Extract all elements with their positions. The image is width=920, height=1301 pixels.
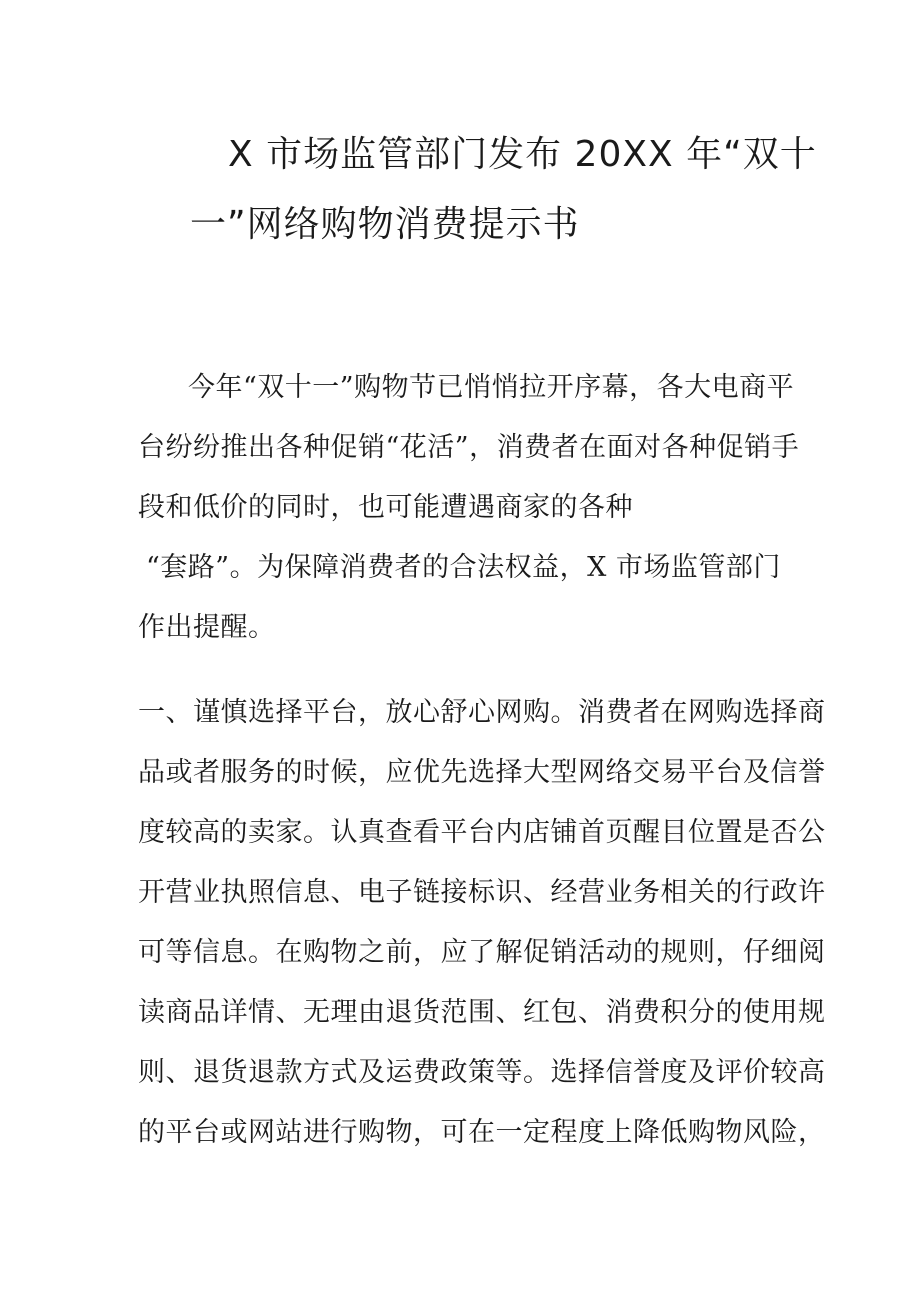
paragraph-1-line-5: 作出提醒。: [138, 612, 276, 643]
paragraph-1-line-1: 今年“双十一”购物节已悄悄拉开序幕，各大电商平: [188, 372, 795, 403]
paragraph-1-line-3: 段和低价的同时，也可能遭遇商家的各种: [138, 492, 633, 523]
paragraph-2-line-3: 度较高的卖家。认真查看平台内店铺首页醒目位置是否公: [138, 817, 826, 848]
paragraph-2-line-8: 的平台或网站进行购物，可在一定程度上降低购物风险，: [138, 1117, 826, 1148]
paragraph-2-line-4: 开营业执照信息、电子链接标识、经营业务相关的行政许: [138, 877, 826, 908]
paragraph-2-line-7: 则、退货退款方式及运费政策等。选择信誉度及评价较高: [138, 1057, 826, 1088]
paragraph-2-line-5: 可等信息。在购物之前，应了解促销活动的规则，仔细阅: [138, 937, 826, 968]
paragraph-2-line-1: 一、谨慎选择平台，放心舒心网购。消费者在网购选择商: [138, 697, 826, 728]
paragraph-1-line-4: “套路”。为保障消费者的合法权益，X 市场监管部门: [146, 552, 781, 583]
paragraph-2-line-6: 读商品详情、无理由退货范围、红包、消费积分的使用规: [138, 997, 826, 1028]
document-title-line-2: 一”网络购物消费提示书: [190, 204, 580, 245]
paragraph-1-line-2: 台纷纷推出各种促销“花活”，消费者在面对各种促销手: [138, 432, 800, 463]
paragraph-2-line-2: 品或者服务的时候，应优先选择大型网络交易平台及信誉: [138, 757, 826, 788]
document-title-line-1: X 市场监管部门发布 20XX 年“双十: [228, 134, 817, 175]
